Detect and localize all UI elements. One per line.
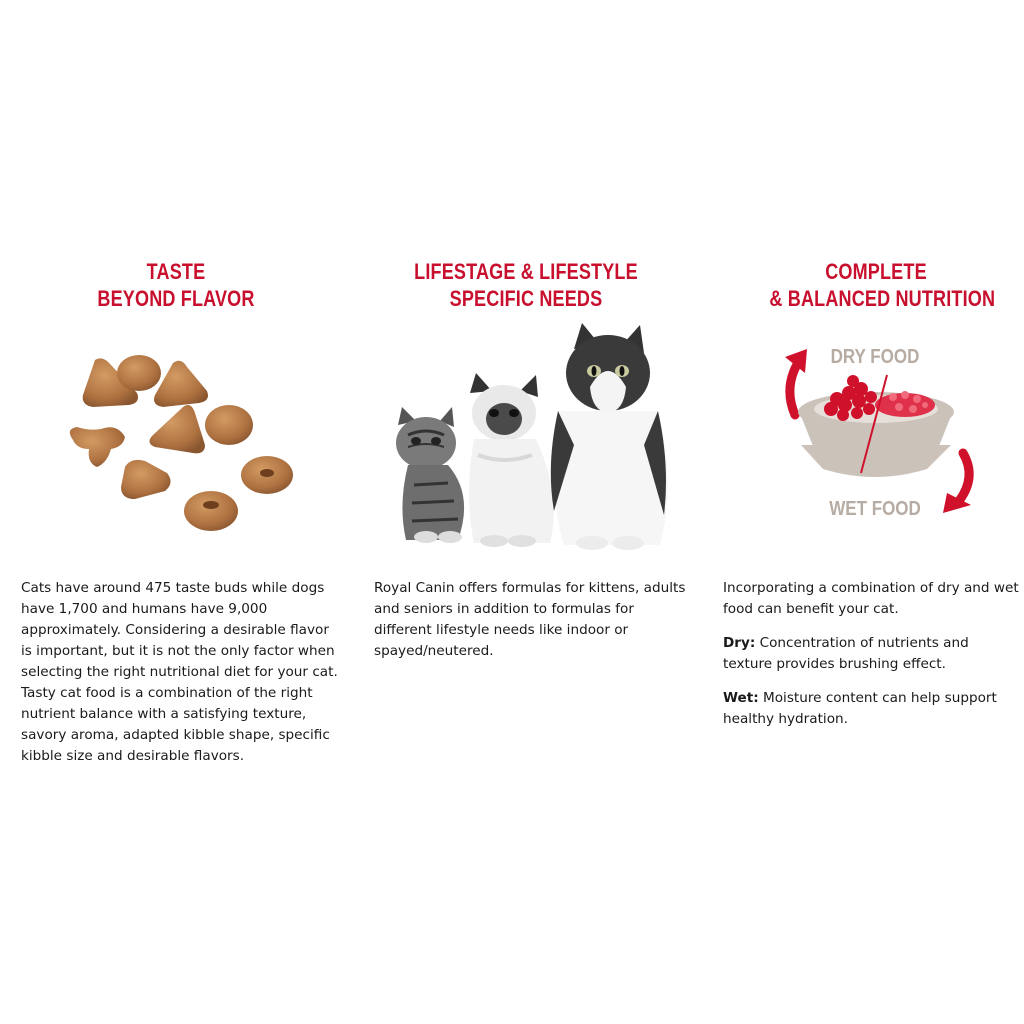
nutrition-heading-line-1: COMPLETE [825, 259, 927, 284]
siamese-cat [469, 373, 554, 547]
taste-heading-line-2: BEYOND FLAVOR [97, 286, 255, 311]
nutrition-intro: Incorporating a combination of dry and wet food can benefit your cat. [723, 580, 1019, 617]
wet-text: Moisture content can help support healthy hydration. [723, 690, 997, 727]
wet-label: Wet: [723, 690, 759, 706]
kibble-triangle [154, 361, 208, 407]
dry-paragraph [723, 633, 1019, 675]
lifestage-body: Royal Canin offers formulas for kittens, adults and seniors in addition to formulas for different lifestyle needs like indoor or spayed/neutered. [374, 580, 686, 659]
wet-food-label: WET FOOD [829, 496, 921, 520]
kibble-round [117, 355, 161, 391]
cats-photo [378, 315, 678, 555]
kibble-round [205, 405, 253, 445]
dry-food-label: DRY FOOD [830, 344, 920, 368]
kibble-triangle [121, 460, 171, 499]
taste-heading [94, 258, 258, 312]
kibble-triangle [149, 405, 205, 453]
kibble-donut [184, 491, 238, 531]
dry-wet-diagram [765, 335, 995, 525]
taste-heading-line-1: TASTE [146, 259, 206, 284]
kibble-trilobe [70, 427, 125, 467]
wet-paragraph [723, 688, 1019, 730]
adult-cat [551, 323, 668, 550]
lifestage-heading-line-1: LIFESTAGE & LIFESTYLE [414, 259, 638, 284]
kitten [396, 407, 464, 543]
lifestage-heading-line-2: SPECIFIC NEEDS [449, 286, 603, 311]
nutrition-paragraph [723, 578, 1019, 743]
taste-paragraph [21, 578, 341, 780]
lifestage-paragraph [374, 578, 692, 675]
lifestage-heading [403, 258, 649, 312]
taste-body: Cats have around 475 taste buds while dogs have 1,700 and humans have 9,000 approximately. Considering a desirable flavor is important, but it is not the only factor when selecting the right nutritional diet for your cat. Tasty cat food is a combination of the right nutrient balance with a satisfying texture, savory aroma, adapted kibble shape, specific kibble size and desirable flavors. [21, 580, 338, 764]
arrow-down-icon [959, 453, 969, 501]
nutrition-heading-line-2: & BALANCED NUTRITION [769, 286, 996, 311]
nutrition-heading [769, 258, 996, 312]
arrow-up-icon [790, 361, 799, 415]
kibble-image [55, 345, 315, 545]
dry-text: Concentration of nutrients and texture provides brushing effect. [723, 635, 969, 672]
dry-label: Dry: [723, 635, 756, 651]
